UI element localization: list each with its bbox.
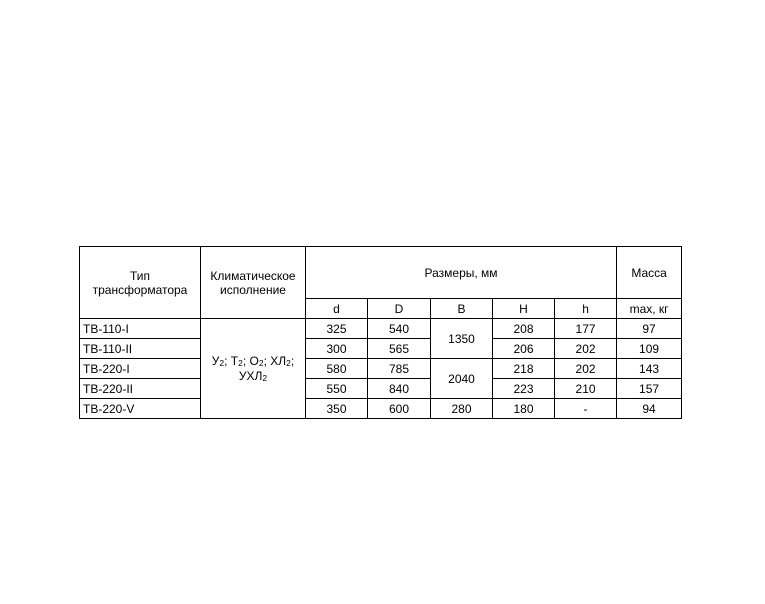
transformer-spec-table [79, 246, 682, 419]
table-row [80, 379, 682, 399]
header-climate-line2: исполнение [220, 282, 286, 297]
cell-mass: 157 [617, 379, 682, 399]
cell-d: 350 [306, 399, 368, 419]
row-name: ТВ-220-I [80, 359, 201, 379]
table-row [80, 359, 682, 379]
climate-text: УХЛ [238, 368, 263, 383]
header-dim-h: h [555, 299, 617, 319]
climate-sub: 2 [258, 357, 264, 368]
cell-D: 565 [368, 339, 431, 359]
climate-sub: 2 [219, 357, 225, 368]
header-type-line2: трансформатора [92, 282, 188, 297]
cell-H: 223 [493, 379, 555, 399]
climate-text: У [211, 353, 220, 368]
cell-d: 550 [306, 379, 368, 399]
table-row [80, 319, 682, 339]
cell-h: 177 [555, 319, 617, 339]
header-climate-line1: Климатическое [210, 268, 296, 283]
cell-h: 202 [555, 359, 617, 379]
header-mass: Масса [617, 247, 682, 299]
climate-text: ; Т [224, 353, 239, 368]
cell-D: 600 [368, 399, 431, 419]
row-name: ТВ-110-II [80, 339, 201, 359]
cell-mass: 143 [617, 359, 682, 379]
climate-text: ; О [242, 353, 259, 368]
table-row [80, 399, 682, 419]
cell-mass: 109 [617, 339, 682, 359]
cell-h: - [555, 399, 617, 419]
cell-d: 580 [306, 359, 368, 379]
cell-D: 540 [368, 319, 431, 339]
row-name: ТВ-110-I [80, 319, 201, 339]
header-climate [201, 247, 306, 319]
climate-cell [201, 319, 306, 419]
cell-h: 202 [555, 339, 617, 359]
climate-text: ; [290, 353, 295, 368]
cell-D: 785 [368, 359, 431, 379]
cell-H: 218 [493, 359, 555, 379]
climate-sub: 2 [238, 357, 243, 368]
cell-D: 840 [368, 379, 431, 399]
header-mass-unit: max, кг [617, 299, 682, 319]
climate-sub: 2 [262, 372, 268, 383]
climate-text: ; ХЛ [263, 353, 287, 368]
header-type [80, 247, 201, 319]
cell-H: 208 [493, 319, 555, 339]
cell-d: 300 [306, 339, 368, 359]
cell-B: 1350 [431, 319, 493, 359]
header-dim-H: H [493, 299, 555, 319]
cell-h: 210 [555, 379, 617, 399]
header-dim-B: B [431, 299, 493, 319]
row-name: ТВ-220-V [80, 399, 201, 419]
cell-B: 280 [431, 399, 493, 419]
cell-mass: 97 [617, 319, 682, 339]
climate-sub: 2 [286, 357, 291, 368]
table-row [80, 339, 682, 359]
header-dim-d: d [306, 299, 368, 319]
row-name: ТВ-220-II [80, 379, 201, 399]
header-dimensions: Размеры, мм [306, 247, 617, 299]
cell-mass: 94 [617, 399, 682, 419]
cell-d: 325 [306, 319, 368, 339]
header-dim-D: D [368, 299, 431, 319]
cell-B: 2040 [431, 359, 493, 399]
cell-H: 180 [493, 399, 555, 419]
header-type-line1: Тип [129, 268, 150, 283]
cell-H: 206 [493, 339, 555, 359]
